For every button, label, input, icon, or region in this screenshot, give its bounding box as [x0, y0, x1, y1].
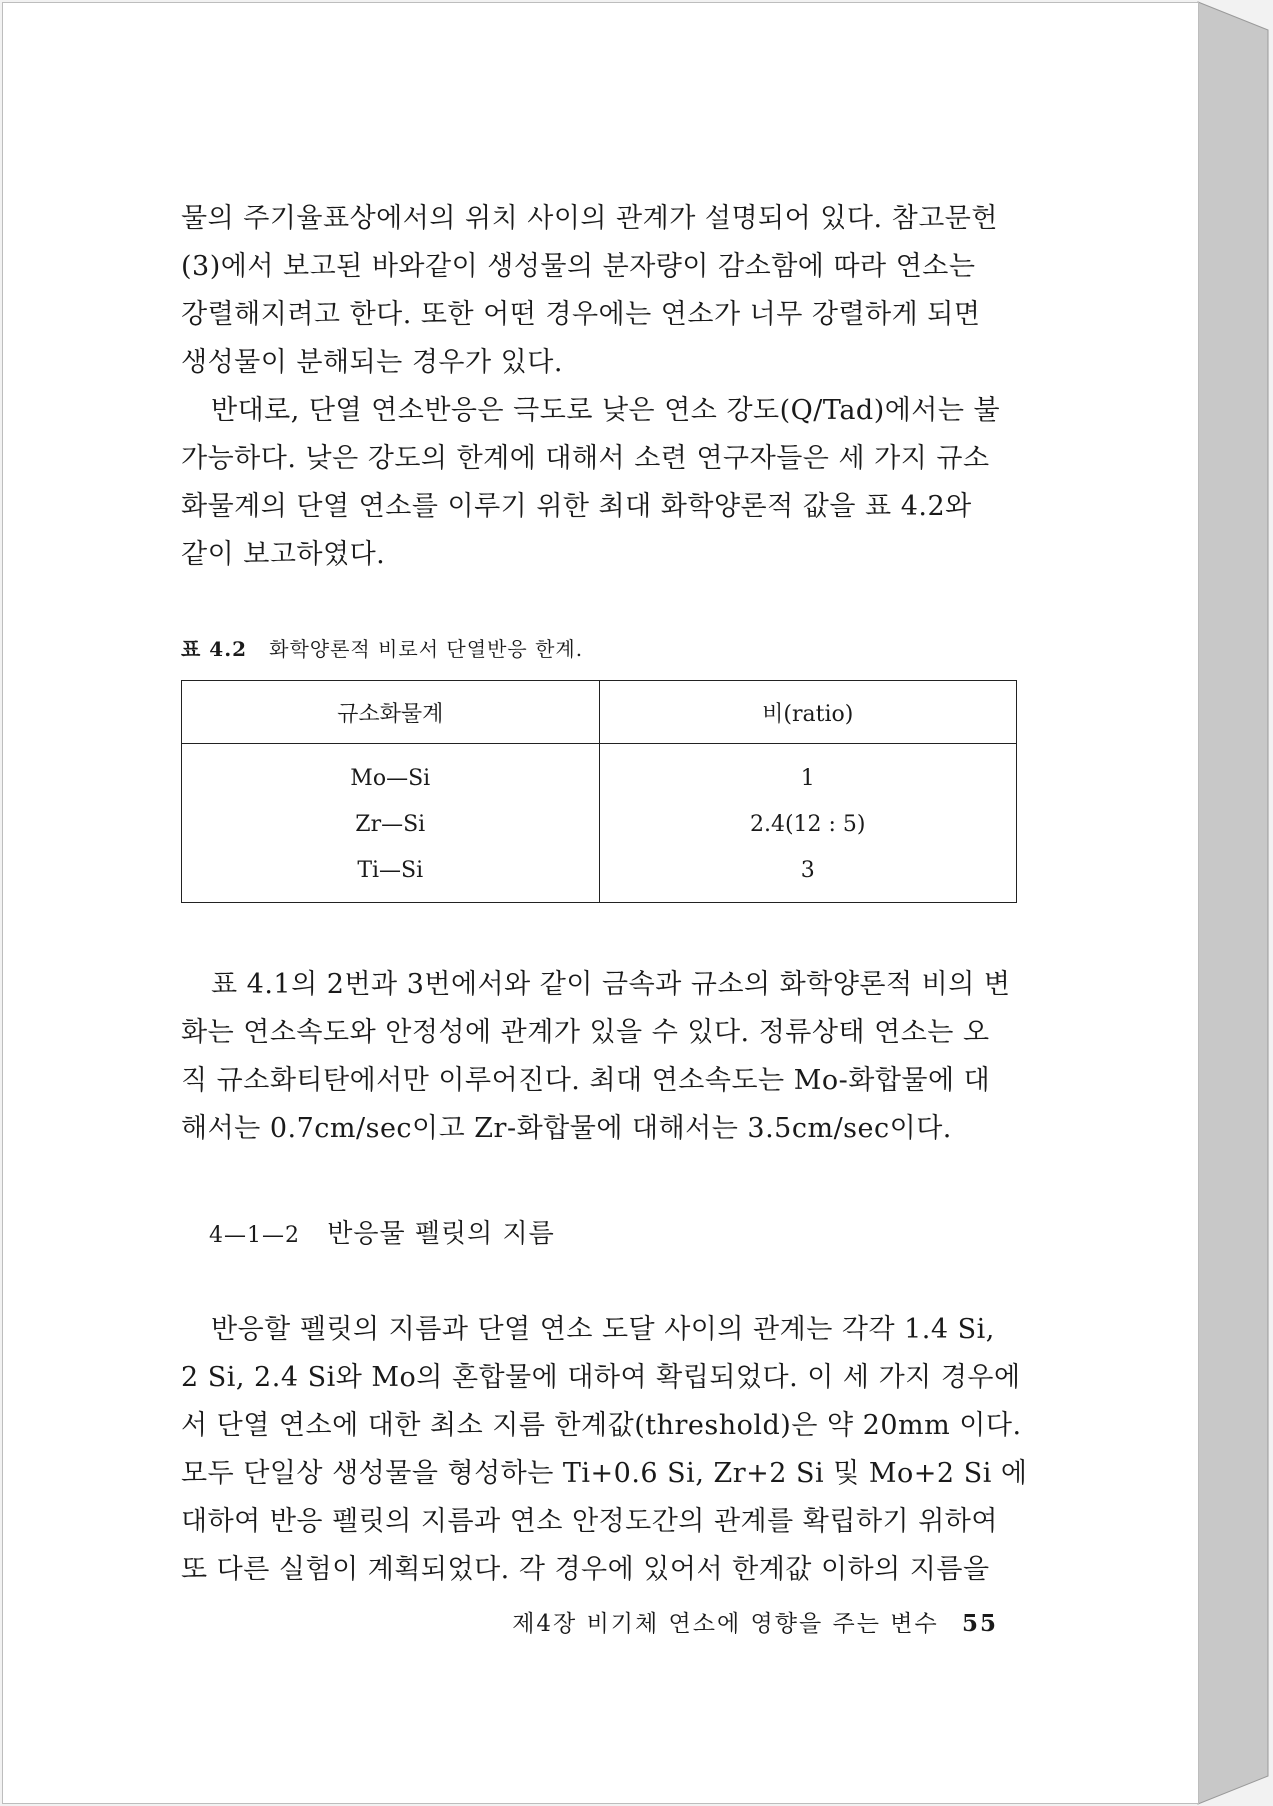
document-page [2, 2, 1199, 1804]
table-cell: Mo—Si [182, 744, 600, 802]
table-caption-text: 화학양론적 비로서 단열반응 한계. [269, 637, 584, 661]
table-cell: 1 [599, 744, 1017, 802]
paragraph-line: 화는 연소속도와 안정성에 관계가 있을 수 있다. 정류상태 연소는 오 [181, 1017, 990, 1048]
section-heading [181, 1213, 1011, 1250]
page-content [181, 195, 1028, 1594]
table-header-ratio: 비(ratio) [599, 681, 1017, 744]
paragraph-4 [181, 1306, 1028, 1594]
paragraph-line: 반응할 펠릿의 지름과 단열 연소 도달 사이의 관계는 각각 1.4 Si, [211, 1314, 995, 1345]
table-row [182, 847, 1017, 903]
table-cell: 3 [599, 847, 1017, 903]
table-caption [181, 633, 1011, 662]
paragraph-line: 가능하다. 낮은 강도의 한계에 대해서 소련 연구자들은 세 가지 규소 [181, 443, 990, 474]
paragraph-1 [181, 195, 1011, 387]
paragraph-line: 서 단열 연소에 대한 최소 지름 한계값(threshold)은 약 20mm 이다. [181, 1410, 1022, 1441]
paragraph-line: 화물계의 단열 연소를 이루기 위한 최대 화학양론적 값을 표 4.2와 [181, 491, 972, 522]
paragraph-line: 물의 주기율표상에서의 위치 사이의 관계가 설명되어 있다. 참고문헌 [181, 203, 998, 234]
paragraph-line: 강렬해지려고 한다. 또한 어떤 경우에는 연소가 너무 강렬하게 되면 [181, 299, 981, 330]
table-cell: Zr—Si [182, 801, 600, 847]
table-header-row [182, 681, 1017, 744]
table-row [182, 801, 1017, 847]
paragraph-3 [181, 961, 1011, 1153]
paragraph-line: 생성물이 분해되는 경우가 있다. [181, 347, 563, 378]
table-row [182, 744, 1017, 802]
page-footer [3, 1605, 998, 1638]
paragraph-line: 2 Si, 2.4 Si와 Mo의 혼합물에 대하여 확립되었다. 이 세 가지 경우에 [181, 1362, 1021, 1393]
footer-chapter: 제4장 비기체 연소에 영향을 주는 변수 [512, 1611, 939, 1637]
paragraph-line: 해서는 0.7cm/sec이고 Zr-화합물에 대해서는 3.5cm/sec이다. [181, 1113, 952, 1144]
paragraph-line: 대하여 반응 펠릿의 지름과 연소 안정도간의 관계를 확립하기 위하여 [181, 1506, 998, 1537]
paragraph-line: 직 규소화티탄에서만 이루어진다. 최대 연소속도는 Mo-화합물에 대 [181, 1065, 991, 1096]
table-caption-label: 표 4.2 [181, 637, 248, 661]
table-cell: Ti—Si [182, 847, 600, 903]
section-number: 4—1—2 [209, 1223, 300, 1248]
paragraph-line: 또 다른 실험이 계획되었다. 각 경우에 있어서 한계값 이하의 지름을 [181, 1554, 990, 1585]
paragraph-line: 같이 보고하였다. [181, 539, 386, 570]
paragraph-line: 반대로, 단열 연소반응은 극도로 낮은 연소 강도(Q/Tad)에서는 불 [211, 395, 1001, 426]
page-number: 55 [961, 1610, 998, 1637]
paragraph-line: 표 4.1의 2번과 3번에서와 같이 금속과 규소의 화학양론적 비의 변 [211, 969, 1011, 1000]
ratio-table [181, 680, 1017, 903]
paragraph-line: 모두 단일상 생성물을 형성하는 Ti+0.6 Si, Zr+2 Si 및 Mo+2 Si 에 [181, 1458, 1028, 1489]
book-side-edge [1198, 2, 1268, 1804]
paragraph-line: (3)에서 보고된 바와같이 생성물의 분자량이 감소함에 따라 연소는 [181, 251, 976, 282]
section-title: 반응물 펠릿의 지름 [327, 1219, 555, 1249]
paragraph-2 [181, 387, 1011, 579]
table-header-system: 규소화물계 [182, 681, 600, 744]
table-cell: 2.4(12 : 5) [599, 801, 1017, 847]
